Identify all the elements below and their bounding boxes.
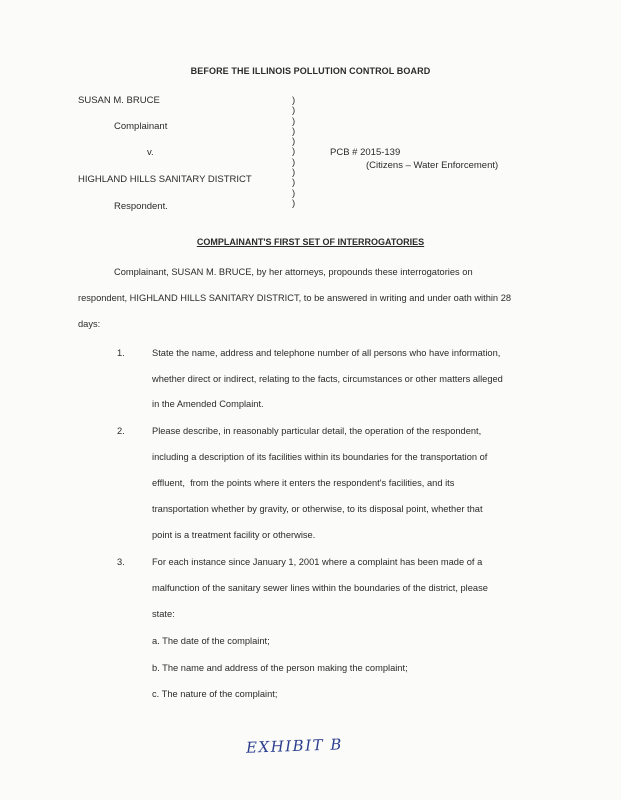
item-1-number: 1. xyxy=(117,348,125,358)
document-title: COMPLAINANT'S FIRST SET OF INTERROGATORIES xyxy=(196,237,425,247)
item-2-number: 2. xyxy=(117,426,125,436)
item-2-line-3: effluent, from the points where it enters the respondent's facilities, and its xyxy=(152,478,455,488)
intro-line-3: days: xyxy=(78,319,101,329)
item-1-line-3: in the Amended Complaint. xyxy=(152,399,264,409)
item-2-line-2: including a description of its facilities within its boundaries for the transportation of xyxy=(152,452,488,462)
item-3-sub-c: c. The nature of the complaint; xyxy=(152,689,278,699)
complainant-name: SUSAN M. BRUCE xyxy=(78,95,160,106)
handwritten-exhibit-label: EXHIBIT B xyxy=(245,735,344,757)
item-3-sub-a: a. The date of the complaint; xyxy=(152,636,270,646)
item-3-number: 3. xyxy=(117,557,125,567)
intro-line-2: respondent, HIGHLAND HILLS SANITARY DISTRICT, to be answered in writing and under oath within 28 xyxy=(78,293,512,303)
case-type: (Citizens – Water Enforcement) xyxy=(366,160,499,171)
item-1-line-2: whether direct or indirect, relating to the facts, circumstances or other matters alleged xyxy=(152,374,503,384)
board-heading: BEFORE THE ILLINOIS POLLUTION CONTROL BOARD xyxy=(190,66,431,76)
item-3-line-3: state: xyxy=(152,609,175,619)
respondent-name: HIGHLAND HILLS SANITARY DISTRICT xyxy=(78,174,252,185)
versus-label: v. xyxy=(147,147,154,158)
item-2-line-5: point is a treatment facility or otherwise. xyxy=(152,530,316,540)
caption-parentheses: ) ) ) ) ) ) ) ) ) ) ) xyxy=(292,95,296,209)
item-3-line-2: malfunction of the sanitary sewer lines within the boundaries of the district, please xyxy=(152,583,488,593)
item-2-line-4: transportation whether by gravity, or otherwise, to its disposal point, whether that xyxy=(152,504,483,514)
item-3-line-1: For each instance since January 1, 2001 where a complaint has been made of a xyxy=(152,557,483,567)
item-2-line-1: Please describe, in reasonably particular detail, the operation of the respondent, xyxy=(152,426,482,436)
item-3-sub-b: b. The name and address of the person making the complaint; xyxy=(152,663,408,673)
complainant-role: Complainant xyxy=(114,121,168,132)
respondent-role: Respondent. xyxy=(114,201,168,212)
case-number: PCB # 2015-139 xyxy=(330,147,401,158)
intro-line-1: Complainant, SUSAN M. BRUCE, by her attorneys, propounds these interrogatories on xyxy=(114,267,473,277)
item-1-line-1: State the name, address and telephone number of all persons who have information, xyxy=(152,348,501,358)
